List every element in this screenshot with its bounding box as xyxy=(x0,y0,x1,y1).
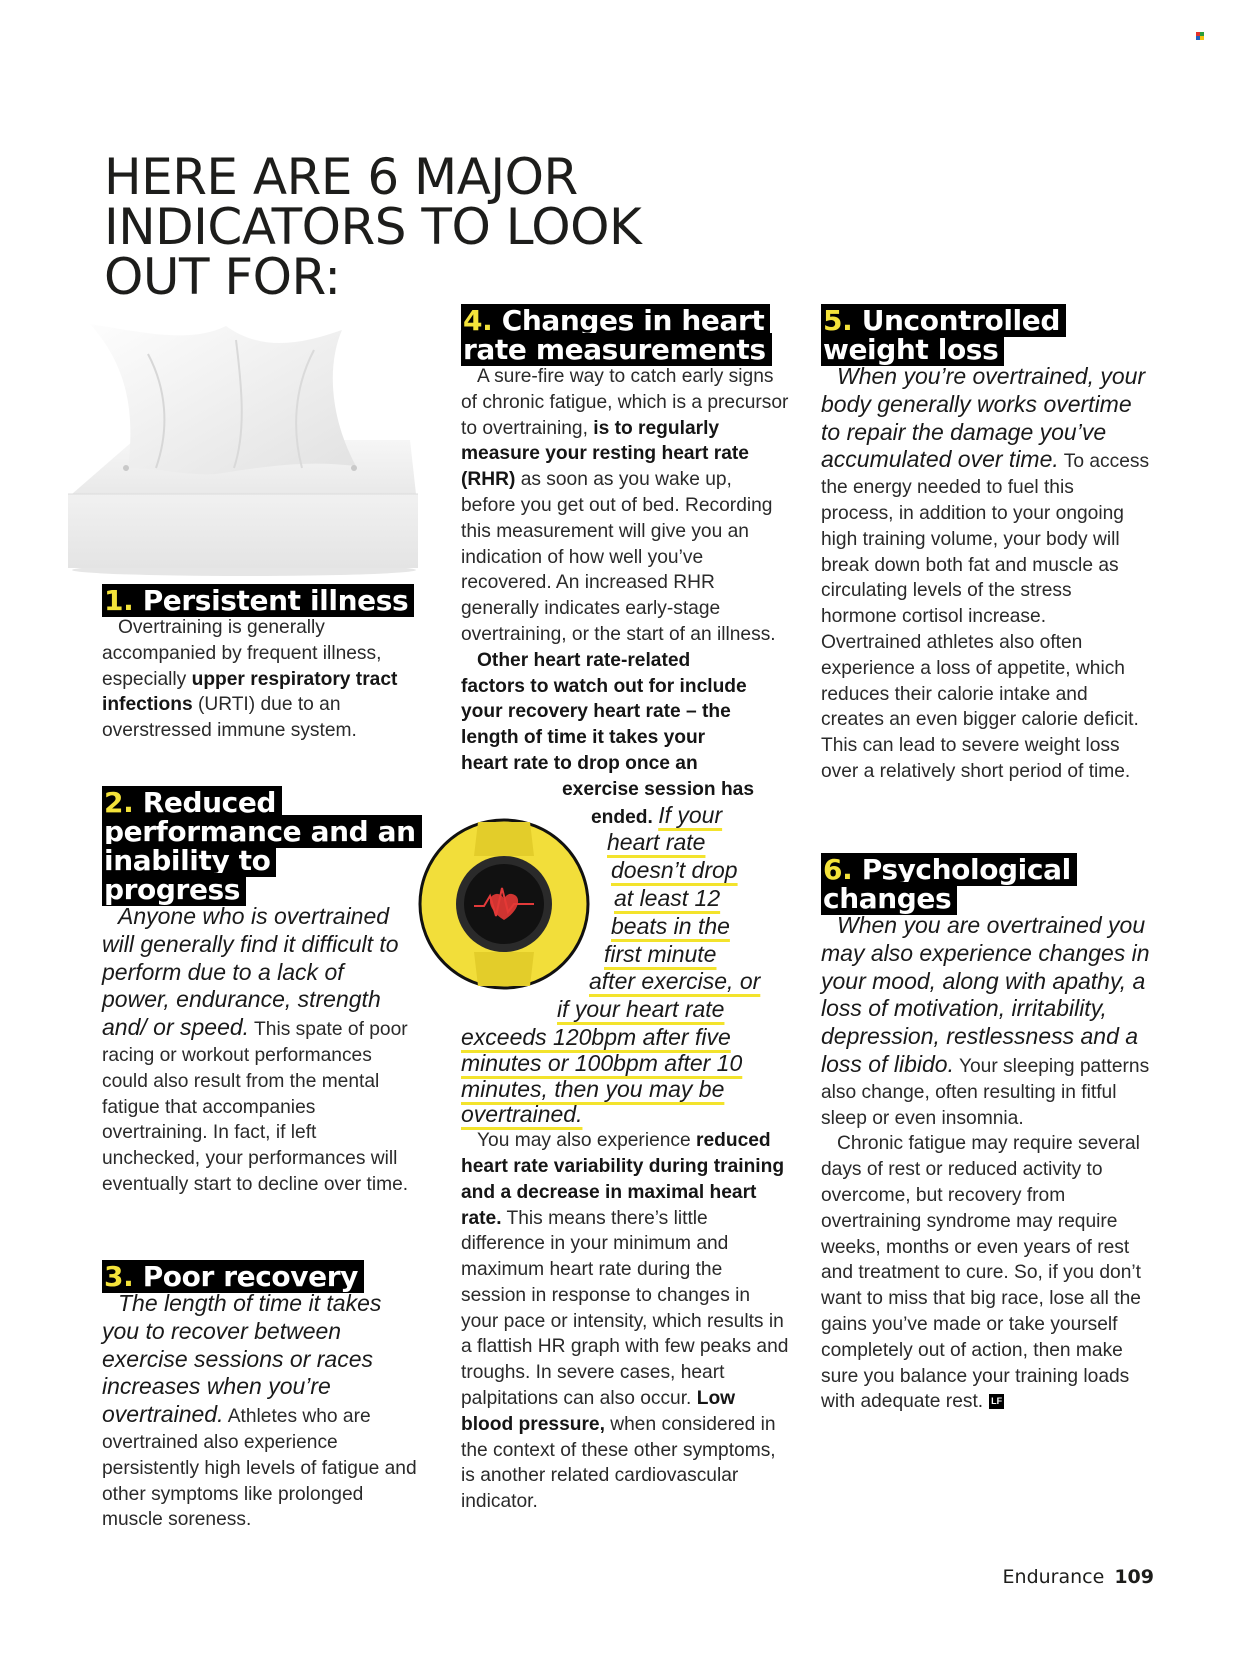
bold-line-4: length of time it takes your xyxy=(461,727,706,749)
section-6-title: Psychological changes xyxy=(823,853,1071,915)
section-1-bold-text: upper respiratory tract infections xyxy=(102,668,398,716)
tissue-box-image xyxy=(66,318,422,580)
bold-line-2: factors to watch out for include xyxy=(461,675,747,697)
bold-line-3: your recovery heart rate – the xyxy=(461,701,731,723)
section-4-text-b: as soon as you wake up, before you get out of bed. Recording this measurement will give you an indication of how well you’ve recovered. An increased RHR generally indicates early-stage overtraining, or the start of an illness. xyxy=(461,469,776,645)
overtrained-threshold-text: exceeds 120bpm after five minutes or 100bpm after 10 minutes, then you may be overtrained. xyxy=(461,1023,743,1128)
bold-line-6: exercise session has xyxy=(562,778,755,800)
end-mark-icon: LF xyxy=(989,1394,1004,1409)
wrap-line-7: after exercise, or xyxy=(589,968,761,995)
smartwatch-image xyxy=(418,816,590,992)
section-5-body xyxy=(821,364,1151,785)
bold-line-1: Other heart rate-related xyxy=(477,649,691,671)
section-5 xyxy=(821,306,1151,785)
section-4-bold-text-2: reduced heart rate variability during training and a decrease in maximal heart rate. xyxy=(461,1130,785,1229)
section-3-title: Poor recovery xyxy=(142,1260,358,1293)
section-1 xyxy=(102,586,417,744)
section-6-number: 6. xyxy=(823,853,853,886)
section-6-heading xyxy=(821,855,1151,913)
section-3-heading xyxy=(102,1262,417,1291)
section-2-heading xyxy=(102,788,417,904)
section-4-text-c: You may also experience xyxy=(477,1130,697,1152)
wrap-line-6: first minute xyxy=(604,940,717,967)
section-5-lead: When you’re overtrained, your body generally works overtime to repair the damage you’ve accumulated over time. xyxy=(821,363,1146,473)
section-5-number: 5. xyxy=(823,304,853,337)
section-3-lead: The length of time it takes you to recover between exercise sessions or races increases when you’re overtrained. xyxy=(102,1290,382,1428)
section-1-text: Overtraining is generally accompanied by frequent illness, especially xyxy=(102,617,382,690)
section-6 xyxy=(821,855,1151,1415)
wrap-line-4: at least 12 xyxy=(614,884,721,911)
section-2-number: 2. xyxy=(104,786,134,819)
section-3-body xyxy=(102,1291,417,1533)
wrap-line-5: beats in the xyxy=(611,912,730,939)
section-1-heading xyxy=(102,586,417,615)
section-3-number: 3. xyxy=(104,1260,134,1293)
section-4-title: Changes in heart rate measurements xyxy=(463,304,766,366)
magazine-logo-icon xyxy=(1196,32,1204,40)
title-line-1: HERE ARE 6 MAJOR xyxy=(104,148,578,206)
section-6-lead: When you are overtrained you may also experience changes in your mood, along with apathy, a loss of motivation, irritability, depression, restlessness and a loss of libido. xyxy=(821,912,1150,1077)
section-5-text: To access the energy needed to fuel this process, in addition to your ongoing high training volume, your body will break down both fat and muscle as circulating levels of the stress hormone cortisol increase. Overtrained athletes also often experience a loss of appetite, which reduces their calorie intake and creates an even bigger calorie deficit. This can lead to severe weight loss over a relatively short period of time. xyxy=(821,451,1150,782)
section-2-text: This spate of poor racing or workout performances could also result from the mental fatigue that accompanies overtraining. In fact, if left unchecked, your performances will eventually start to decline over time. xyxy=(102,1019,409,1195)
page-title xyxy=(104,148,744,306)
section-4-text-e: when considered in the context of these other symptoms, is another related cardiovascular indicator. xyxy=(461,1413,776,1513)
section-4-heading xyxy=(461,306,791,364)
section-4-bold-text-3: Low blood pressure, xyxy=(461,1388,736,1435)
wrap-line-8: if your heart rate xyxy=(557,996,725,1023)
wrap-line-3: doesn’t drop xyxy=(611,857,738,884)
section-2-body xyxy=(102,904,417,1198)
wrap-line-1: If your xyxy=(658,801,723,828)
section-1-text-end: (URTI) due to an overstressed immune system. xyxy=(102,694,357,742)
page-number: 109 xyxy=(1114,1566,1154,1588)
page-footer xyxy=(1003,1566,1154,1588)
section-3-text: Athletes who are overtrained also experience persistently high levels of fatigue and other symptoms like prolonged muscle soreness. xyxy=(102,1406,417,1531)
wrap-line-2: heart rate xyxy=(607,829,706,856)
section-6-body xyxy=(821,913,1151,1415)
section-1-body xyxy=(102,615,417,744)
section-6-text: Your sleeping patterns also change, often resulting in fitful sleep or even insomnia. xyxy=(821,1055,1150,1129)
title-line-2: INDICATORS TO LOOK xyxy=(104,198,642,256)
section-1-number: 1. xyxy=(104,584,134,617)
section-4-text-d: This means there’s little difference in your minimum and maximum heart rate during the session in response to changes in your pace or intensity, which results in a flattish HR graph with few peaks and troughs. In severe cases, heart palpitations can also occur. xyxy=(461,1207,789,1410)
section-4-bold-text: is to regularly measure your resting heart rate (RHR) xyxy=(461,417,749,491)
section-4-number: 4. xyxy=(463,304,493,337)
bold-line-5: heart rate to drop once an xyxy=(461,752,698,774)
section-2-lead: Anyone who is overtrained will generally find it difficult to perform due to a lack of power, endurance, strength and/ or speed. xyxy=(102,903,399,1041)
section-3 xyxy=(102,1262,417,1533)
footer-section-name: Endurance xyxy=(1002,1566,1105,1588)
section-4-text-a: A sure-fire way to catch early signs of chronic fatigue, which is a precursor to overtraining, xyxy=(461,366,789,439)
section-5-title: Uncontrolled weight loss xyxy=(823,304,1060,366)
section-2 xyxy=(102,788,417,1198)
section-6-text-2: Chronic fatigue may require several days of rest or reduced activity to overcome, but recovery from overtraining syndrome may require weeks, months or even years of rest and treatment to cure. So, if you don’t want to miss that big race, lose all the gains you’ve made or take yourself completely out of action, then make sure you balance your training loads with adequate rest. xyxy=(821,1133,1141,1413)
title-line-3: OUT FOR: xyxy=(104,248,341,306)
section-2-title: Reduced performance and an inability to progress xyxy=(104,786,416,906)
section-1-title: Persistent illness xyxy=(142,584,409,617)
section-5-heading xyxy=(821,306,1151,364)
bold-line-7: ended. xyxy=(591,806,653,828)
